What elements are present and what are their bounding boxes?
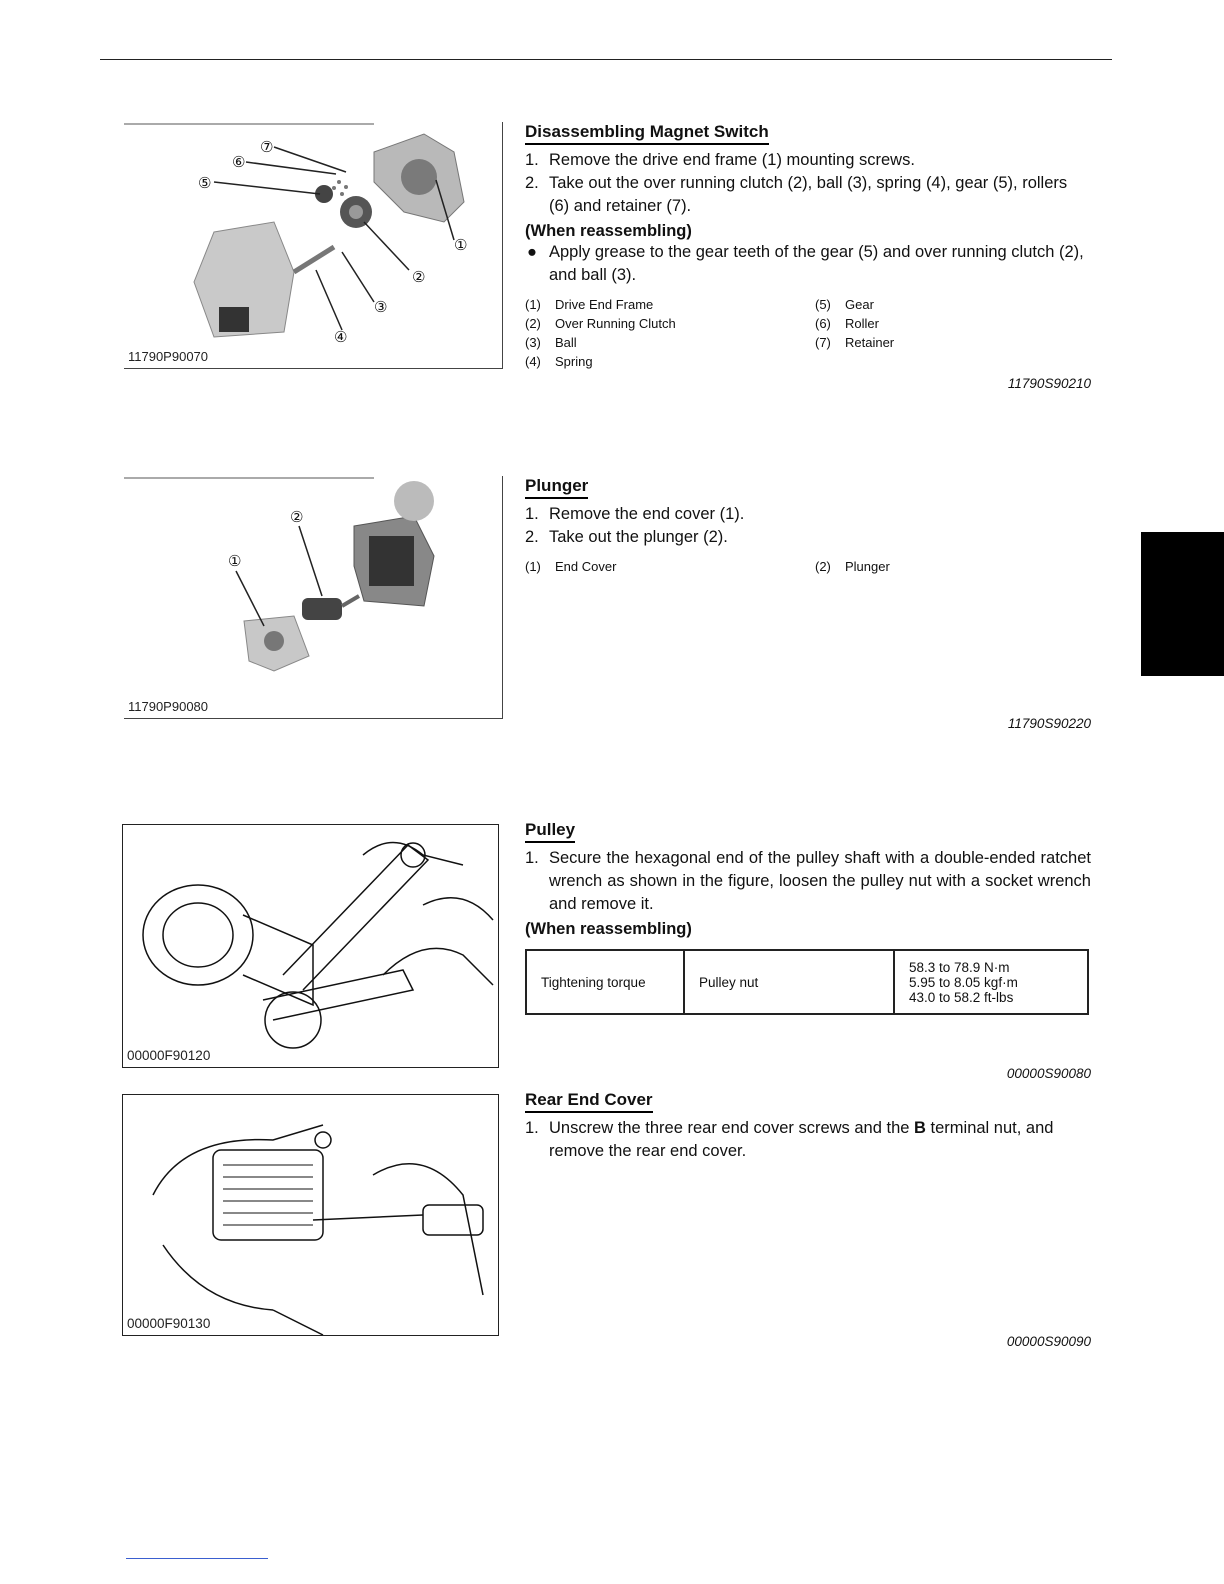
- legend-item: (2) Over Running Clutch: [525, 316, 676, 331]
- callout-6: ⑥: [232, 153, 246, 171]
- figure-id: 11790P90070: [128, 349, 209, 364]
- section-tab: [1141, 532, 1224, 676]
- figure-magnet-switch: [124, 122, 503, 369]
- bullet-item: ● Apply grease to the gear teeth of the gear (5) and over running clutch (2), and ball (3).: [527, 243, 1084, 284]
- step: 2. Take out the over running clutch (2), ball (3), spring (4), gear (5), rollers (6) and retainer (7).: [525, 174, 1068, 215]
- section-pulley: [525, 820, 1091, 1084]
- section-heading: Disassembling Magnet Switch: [525, 122, 769, 145]
- figure-id: 00000F90120: [127, 1048, 211, 1063]
- torque-values: 58.3 to 78.9 N·m 5.95 to 8.05 kgf·m 43.0 to 58.2 ft-lbs: [894, 950, 1088, 1014]
- figure-rear-end-cover: [122, 1094, 499, 1336]
- step: 2. Take out the plunger (2).: [525, 528, 728, 546]
- reassembly-heading: (When reassembling): [525, 222, 692, 240]
- callout-1: ①: [228, 552, 242, 570]
- rear-end-cover-illustration: [123, 1095, 498, 1335]
- torque-label: Tightening torque: [526, 950, 684, 1014]
- legend-item: (5) Gear: [815, 297, 874, 312]
- reference-code: 00000S90090: [1006, 1334, 1091, 1349]
- callout-4: ④: [334, 328, 348, 346]
- step: 1. Remove the end cover (1).: [525, 505, 745, 523]
- callout-1: ①: [454, 236, 468, 254]
- legend-item: (4) Spring: [525, 354, 593, 369]
- parts-legend: [525, 557, 1091, 576]
- torque-table: [525, 949, 1089, 1015]
- callout-7: ⑦: [260, 138, 274, 156]
- section-rear-end-cover: [525, 1090, 1091, 1352]
- plunger-illustration: [124, 476, 502, 718]
- reference-code: 11790S90210: [1007, 376, 1091, 391]
- torque-item: Pulley nut: [684, 950, 894, 1014]
- section-magnet-switch: [525, 122, 1091, 394]
- reference-code: 00000S90080: [1006, 1066, 1091, 1081]
- pulley-illustration: [123, 825, 498, 1067]
- callout-5: ⑤: [198, 174, 212, 192]
- legend-item: (3) Ball: [525, 335, 577, 350]
- section-heading: Plunger: [525, 476, 588, 499]
- reassembly-heading: (When reassembling): [525, 920, 692, 938]
- section-heading: Pulley: [525, 820, 575, 843]
- section-heading: Rear End Cover: [525, 1090, 653, 1113]
- section-plunger: [525, 476, 1091, 736]
- step: 1. Unscrew the three rear end cover screws and the B terminal nut, and remove the rear end cover.: [525, 1119, 1054, 1160]
- header-rule: [100, 59, 1112, 60]
- reference-code: 11790S90220: [1007, 716, 1091, 731]
- step: 1. Secure the hexagonal end of the pulley shaft with a double-ended ratchet wrench as shown in the figure, loosen the pulley nut with a socket wrench and remove it.: [525, 849, 1091, 913]
- magnet-switch-illustration: [124, 122, 502, 368]
- figure-id: 11790P90080: [128, 699, 209, 714]
- legend-item: (7) Retainer: [815, 335, 895, 350]
- step: 1. Remove the drive end frame (1) mounting screws.: [525, 151, 915, 169]
- figure-id: 00000F90130: [127, 1316, 211, 1331]
- parts-legend: [525, 295, 1091, 371]
- callout-2: ②: [290, 508, 304, 526]
- legend-item: (1) Drive End Frame: [525, 297, 654, 312]
- legend-item: (2) Plunger: [815, 559, 890, 574]
- callout-2: ②: [412, 268, 426, 286]
- figure-plunger: [124, 476, 503, 719]
- legend-item: (6) Roller: [815, 316, 879, 331]
- callout-3: ③: [374, 298, 388, 316]
- legend-item: (1) End Cover: [525, 559, 617, 574]
- footer-rule: [126, 1558, 268, 1559]
- figure-pulley: [122, 824, 499, 1068]
